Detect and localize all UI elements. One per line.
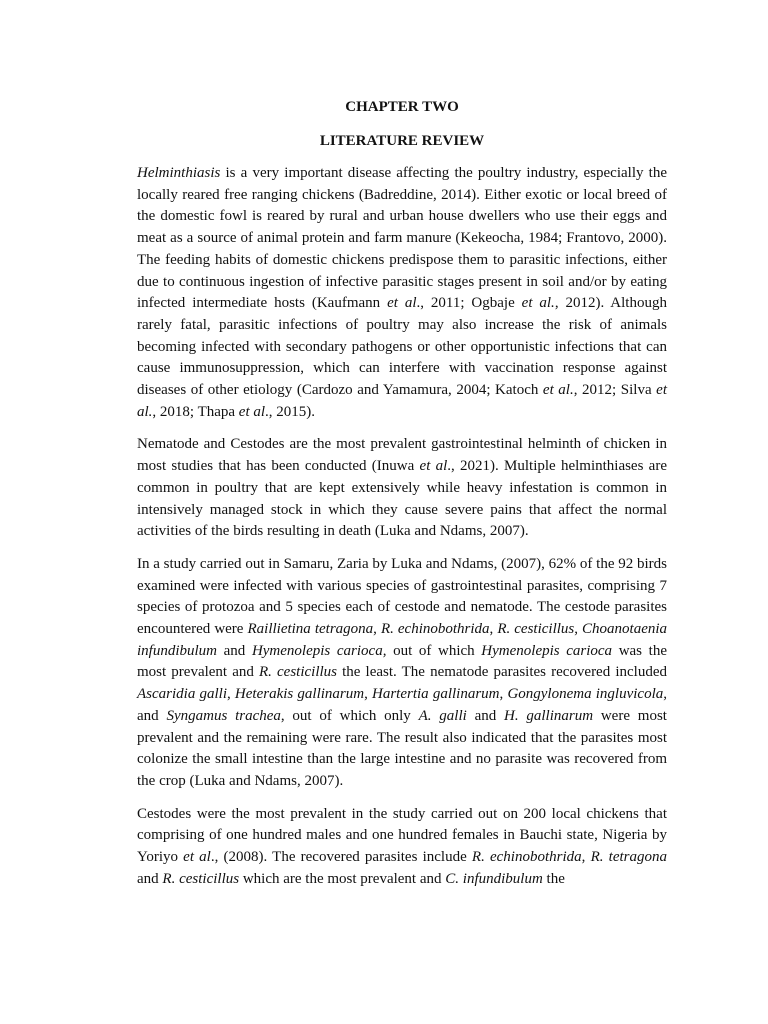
italic-term: et al [419, 458, 448, 475]
text-run: , out of which only [280, 707, 419, 724]
text-run: was the most prevalent and [137, 642, 667, 681]
text-run: the least. The nematode parasites recovered included [337, 664, 667, 681]
text-run: In a study carried out in Samaru, Zaria by Luka and Ndams, (2007), 62% of the 92 birds examined were infected with various species of gastrointestinal parasites, comprising 7 species of protozoa and 5 species each of cestode and nematode. The cestode parasites encountered were [137, 555, 667, 638]
text-run: the [542, 870, 565, 887]
text-run: which are the most prevalent and [239, 870, 446, 887]
text-run: is a very important disease affecting the poultry industry, especially the locally reared free ranging chickens (Badreddine, 2014). Either exotic or local breed of the domestic fowl is reared by rural and urban house dwellers who use their eggs and meat as a source of animal protein and farm manure (Kekeocha, 1984; Frantovo, 2000). The feeding habits of domestic chickens predispose them to parasitic infections, either due to continuous ingestion of infective parasitic stages present in soil and/or by eating infected intermediate hosts (Kaufmann [137, 165, 667, 312]
italic-term: R. cesticillus [497, 621, 575, 638]
text-run: Nematode and Cestodes are the most prevalent gastrointestinal helminth of chicken in most studies that has been conducted (Inuwa [137, 436, 667, 475]
paragraph-nematode-cestodes [137, 434, 667, 543]
italic-term: et al. [521, 295, 555, 312]
text-run: ., (2008). The recovered parasites include [210, 849, 472, 866]
text-run: , [574, 621, 583, 638]
document-page [137, 96, 667, 902]
text-run: , [227, 686, 235, 703]
italic-term: Choanotaenia infundibulum [137, 621, 668, 659]
italic-term: H. gallinarum [504, 707, 594, 724]
text-run: , 2018; Thapa [152, 403, 239, 420]
italic-term: R. cesticillus [162, 870, 240, 887]
italic-term: Gongylonema ingluvicola [507, 686, 664, 703]
italic-term: A. galli [418, 707, 467, 724]
text-run: ., 2015). [265, 403, 316, 420]
italic-term: Raillietina tetragona [247, 621, 374, 638]
chapter-heading: CHAPTER TWO [345, 99, 459, 115]
section-heading: LITERATURE REVIEW [319, 133, 485, 149]
italic-term: Helminthiasis [137, 165, 221, 181]
text-run: and [137, 870, 163, 887]
italic-term: et al [238, 403, 266, 420]
text-run: Cestodes were the most prevalent in the study carried out on 200 local chickens that comprising of one hundred males and one hundred females in Bauchi state, Nigeria by Yoriyo [137, 805, 667, 866]
italic-term: R. tetragona [590, 849, 667, 866]
italic-term: et al [387, 295, 417, 312]
paragraph-bauchi-study [137, 804, 667, 891]
text-run: , 2012; Silva [573, 382, 657, 399]
text-run: , 2012). Although rarely fatal, parasitic infections of poultry may also increase the risk of animals becoming infected with secondary pathogens or other opportunistic infections that can cause immunosuppression, which can interfere with vaccination response against diseases of other etiology (Cardozo and Yamamura, 2004; Katoch [137, 295, 667, 399]
italic-term: R. echinobothrida [380, 621, 490, 638]
italic-term: et al. [542, 382, 574, 399]
italic-term: et al [183, 849, 211, 866]
italic-term: Heterakis gallinarum [234, 686, 365, 703]
text-run: , [364, 686, 372, 703]
text-run: , and [137, 686, 667, 724]
text-run: ., 2011; Ogbaje [416, 295, 522, 312]
italic-term: Ascaridia galli [137, 686, 227, 703]
text-run: were most prevalent and the remaining were rare. The result also indicated that the parasites most colonize the small intestine than the large intestine and no parasite was recovered from the crop (Luka and Ndams, 2007). [137, 707, 667, 789]
paragraph-samaru-study [137, 554, 667, 793]
italic-term: et al. [137, 382, 667, 420]
text-run: , [581, 849, 591, 866]
text-run: and [466, 707, 505, 724]
text-run: , [489, 621, 498, 638]
text-run: , [499, 686, 508, 703]
text-run: , [373, 621, 381, 638]
paragraph-helminthiasis [137, 163, 667, 423]
italic-term: C. infundibulum [445, 870, 543, 887]
italic-term: Hymenolepis carioca [481, 642, 613, 659]
text-run: out of which [386, 642, 482, 659]
text-run: ., 2021). Multiple helminthiases are common in poultry that are kept extensively while heavy infestation is common in intensively managed stock in which they cause severe pains that affect the normal activities of the birds resulting in death (Luka and Ndams, 2007). [137, 458, 667, 540]
italic-term: Syngamus trachea [166, 707, 281, 724]
italic-term: Hymenolepis carioca, [251, 642, 387, 659]
text-run: and [217, 642, 252, 659]
italic-term: R. cesticillus [258, 664, 337, 681]
italic-term: Hartertia gallinarum [372, 686, 500, 703]
italic-term: R. echinobothrida [471, 849, 582, 866]
